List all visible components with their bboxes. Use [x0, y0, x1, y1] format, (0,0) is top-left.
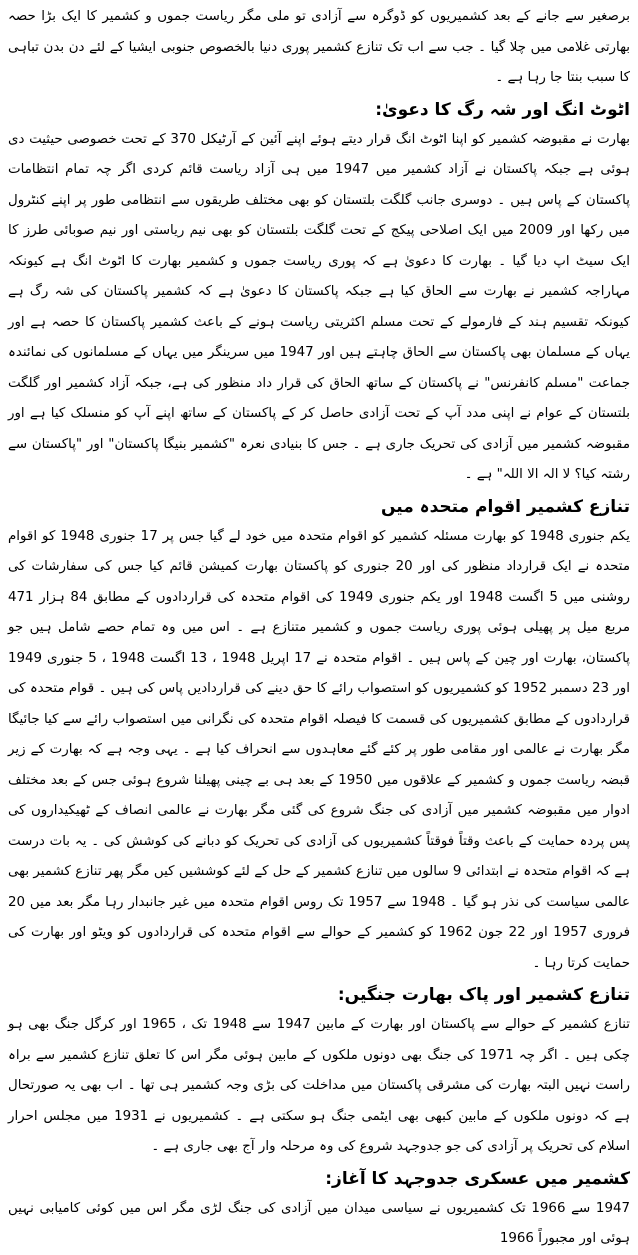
heading-un [8, 492, 630, 522]
heading-wars-text: تنازع کشمیر اور پاک بھارت جنگیں [344, 985, 630, 1005]
heading-atoot-ang [8, 95, 630, 125]
heading-colon: : [375, 99, 383, 120]
heading-wars [8, 980, 630, 1010]
heading-armed-struggle-text: کشمیر میں عسکری جدوجہد کا آغاز [332, 1168, 630, 1189]
heading-armed-struggle [8, 1164, 630, 1194]
armed-struggle-paragraph: 1947 سے 1966 تک کشمیریوں نے سیاسی میدان میں آزادی کی جنگ لڑی مگر اس میں کوئی کامیابی نہیں ہوئی اور مجبوراً 1966 [8, 1200, 630, 1246]
heading-atoot-ang-text: اٹوٹ انگ اور شہ رگ کا دعویٰ [382, 99, 630, 120]
atoot-ang-paragraph: بھارت نے مقبوضہ کشمیر کو اپنا اٹوٹ انگ قرار دیتے ہوئے اپنے آئین کے آرٹیکل 370 کے تحت خصوصی حیثیت دی ہوئی ہے جبکہ پاکستان نے آزاد کشمیر میں 1947 میں ہی آزاد ریاست قائم کردی اگر چہ تمام انتظامات پاکستان کے پاس ہیں ۔ دوسری جانب گلگت بلتستان کو بھی مختلف طریقوں سے انتظامی طور پر اپنے کنٹرول میں رکھا اور 2009 میں ایک اصلاحی پیکج کے تحت گلگت بلتستان کو بھی نیم ریاستی اور نیم صوبائی طرز کا ایک سیٹ اپ دیا گیا ۔ بھارت کا دعویٰ ہے کہ پوری ریاست جموں و کشمیر بھارت کا اٹوٹ انگ ہے کیونکہ مہاراجہ کشمیر نے بھارت سے الحاق کیا ہے جبکہ پاکستان کا دعویٰ ہے کہ کشمیر پاکستان کی شہ رگ ہے کیونکہ تقسیم ہند کے فارمولے کے تحت مسلم اکثریتی ریاست ہونے کے باعث کشمیر پاکستان کا حصہ ہے اور یہاں کے مسلمان بھی پاکستان سے الحاق چاہتے ہیں اور 1947 میں سرینگر میں یہاں کے مسلمانوں کی نمائندہ جماعت "مسلم کانفرنس" نے پاکستان کے ساتھ الحاق کی قرار داد منظور کی ہے، جبکہ آزاد کشمیر اور گلگت بلتستان کے عوام نے اپنی مدد آپ کے تحت آزادی حاصل کر کے پاکستان کے ساتھ اپنے آپ کو منسلک کیا ہے اور مقبوضہ کشمیر میں آزادی کی تحریک جاری ہے ۔ جس کا بنیادی نعرہ "کشمیر بنیگا پاکستان" اور "پاکستان سے رشتہ کیا؟ لا الہ الا اللہ" ہے ۔ [8, 131, 630, 482]
intro-paragraph: برصغیر سے جانے کے بعد کشمیریوں کو ڈوگرہ سے آزادی تو ملی مگر ریاست جموں و کشمیر کا ایک بڑا حصہ بھارتی غلامی میں چلا گیا ۔ جب سے اب تک تنازع کشمیر پوری دنیا بالخصوص جنوبی ایشیا کے لئے دن بدن تباہی کا سبب بنتا جا رہا ہے ۔ [8, 9, 630, 85]
wars-paragraph: تنازع کشمیر کے حوالے سے پاکستان اور بھارت کے مابین 1947 سے 1948 تک ، 1965 اور کرگل جنگ بھی ہو چکی ہیں ۔ اگر چہ 1971 کی جنگ بھی دونوں ملکوں کے مابین ہوئی مگر اس کا تعلق تنازع کشمیر سے براہ راست نہیں البتہ بھارت کی مشرقی پاکستان میں مداخلت کی بڑی وجہ کشمیر ہی تھا ۔ اب بھی یہ صورتحال ہے کہ دونوں ملکوں کے مابین کبھی بھی ایٹمی جنگ ہو سکتی ہے ۔ کشمیریوں نے 1931 میں مجلس احرار اسلام کی تحریک پر آزادی کی جو جدوجہد شروع کی وہ مرحلہ وار آج بھی جاری ہے ۔ [8, 1017, 630, 1154]
un-paragraph: یکم جنوری 1948 کو بھارت مسئلہ کشمیر کو اقوام متحدہ میں خود لے گیا جس پر 17 جنوری 1948 کو اقوام متحدہ نے ایک قرارداد منظور کی اور 20 جنوری کو پاکستان بھارت کمیشن قائم کیا جس کی سفارشات کی روشنی میں 5 اگست 1948 اور یکم جنوری 1949 کی اقوام متحدہ کی قراردادوں کے مطابق 84 ہزار 471 مربع میل پر پھیلی ہوئی پوری ریاست جموں و کشمیر متنازع ہے ۔ اس میں وہ تمام حصے شامل ہیں جو پاکستان، بھارت اور چین کے پاس ہیں ۔ اقوام متحدہ نے 17 اپریل 1948 ، 13 اگست 1948 ، 5 جنوری 1949 اور 23 دسمبر 1952 کو کشمیریوں کو استصواب رائے کا حق دینے کی قراردادیں پاس کی ہیں ۔ قوام متحدہ کی قراردادوں کے مطابق کشمیریوں کی قسمت کا فیصلہ اقوام متحدہ کی نگرانی میں استصواب رائے سے کیا جائیگا مگر بھارت نے عالمی اور مقامی طور پر کئے گئے معاہدوں سے انحراف کیا ہے ۔ یہی وجہ ہے کہ بھارت کے زیر قبضہ ریاست جموں و کشمیر کے علاقوں میں 1950 کے بعد ہی بے چینی پھیلنا شروع ہوئی جس کے بعد مختلف ادوار میں مقبوضہ کشمیر میں آزادی کی جنگ شروع کی گئی مگر بھارت نے عالمی انصاف کے ٹھیکیداروں کی پس پردہ حمایت کے باعث وقتاً فوقتاً کشمیریوں کی آزادی کی تحریک کو دبانے کی کوشش کی ۔ یہ بات درست ہے کہ اقوام متحدہ نے ابتدائی 9 سالوں میں تنازع کشمیر کے حل کے لئے کوششیں کیں مگر پھر تنازع کشمیر بھی عالمی سیاست کی نذر ہو گیا ۔ 1948 سے 1957 تک روس اقوام متحدہ میں غیر جانبدار رہا مگر بعد میں 20 فروری 1957 اور 22 جون 1962 کو کشمیر کے حوالے سے اقوام متحدہ کی قراردادوں کو ویٹو اور بھارت کی حمایت کرتا رہا ۔ [8, 528, 631, 971]
heading-un-text: تنازع کشمیر اقوام متحدہ میں [380, 496, 630, 517]
heading-colon: : [337, 985, 345, 1005]
heading-colon: : [325, 1168, 333, 1189]
